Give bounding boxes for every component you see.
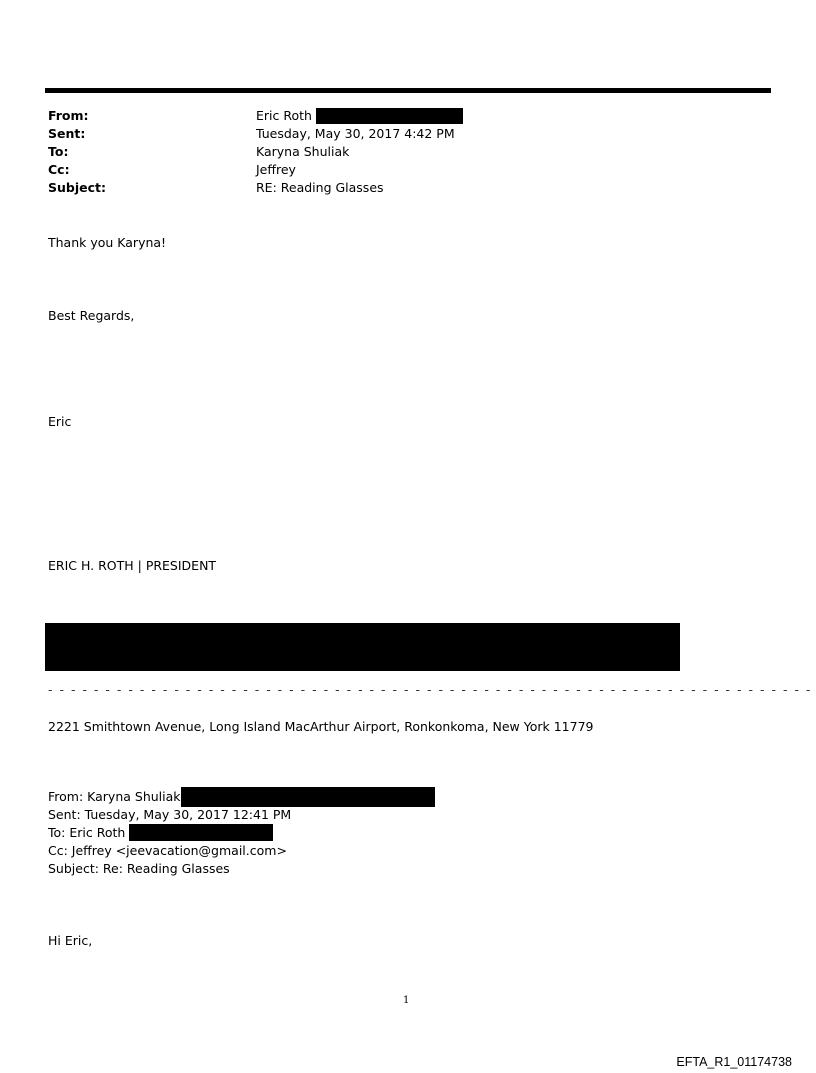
header-subject-row <box>48 179 748 197</box>
from-name: Eric Roth <box>256 108 312 123</box>
subject-label: Subject: <box>48 180 106 195</box>
from-value <box>256 107 463 125</box>
quoted-from-row <box>48 788 435 806</box>
sent-label: Sent: <box>48 126 86 141</box>
quoted-message-header <box>48 788 435 878</box>
quoted-cc: Cc: Jeffrey <jeevacation@gmail.com> <box>48 843 287 858</box>
quoted-from: From: Karyna Shuliak <box>48 789 181 804</box>
quoted-greeting: Hi Eric, <box>48 933 93 948</box>
cc-label: Cc: <box>48 162 70 177</box>
body-signoff: Eric <box>48 414 72 429</box>
subject-value: RE: Reading Glasses <box>256 180 384 195</box>
page-number: 1 <box>403 995 410 1006</box>
redaction-block <box>129 824 273 841</box>
body-closing: Best Regards, <box>48 308 135 323</box>
company-address: 2221 Smithtown Avenue, Long Island MacArthur Airport, Ronkonkoma, New York 11779 <box>48 719 594 734</box>
header-from-row <box>48 107 748 125</box>
quoted-subject: Subject: Re: Reading Glasses <box>48 861 230 876</box>
header-cc-row <box>48 161 748 179</box>
bates-number: EFTA_R1_01174738 <box>676 1055 792 1069</box>
redaction-block-signature <box>45 623 680 671</box>
header-sent-row <box>48 125 748 143</box>
to-value: Karyna Shuliak <box>256 144 350 159</box>
from-label: From: <box>48 108 89 123</box>
signature-divider: - - - - - - - - - - - - - - - - - - - - - - - - - - - - - - - - - - - - - - - - - - - - - - - - - - - - - - - - - - - - - - - - - - - <box>48 682 812 697</box>
redaction-block <box>316 108 463 124</box>
redaction-block <box>181 787 435 807</box>
to-label: To: <box>48 144 69 159</box>
quoted-sent: Sent: Tuesday, May 30, 2017 12:41 PM <box>48 807 292 822</box>
sent-value: Tuesday, May 30, 2017 4:42 PM <box>256 126 455 141</box>
email-header <box>48 107 748 197</box>
body-greeting: Thank you Karyna! <box>48 235 167 250</box>
header-top-rule <box>45 88 771 93</box>
header-to-row <box>48 143 748 161</box>
quoted-to: To: Eric Roth <box>48 825 126 840</box>
cc-value: Jeffrey <box>256 162 296 177</box>
signature-line: ERIC H. ROTH | PRESIDENT <box>48 558 217 573</box>
quoted-to-row <box>48 824 435 842</box>
